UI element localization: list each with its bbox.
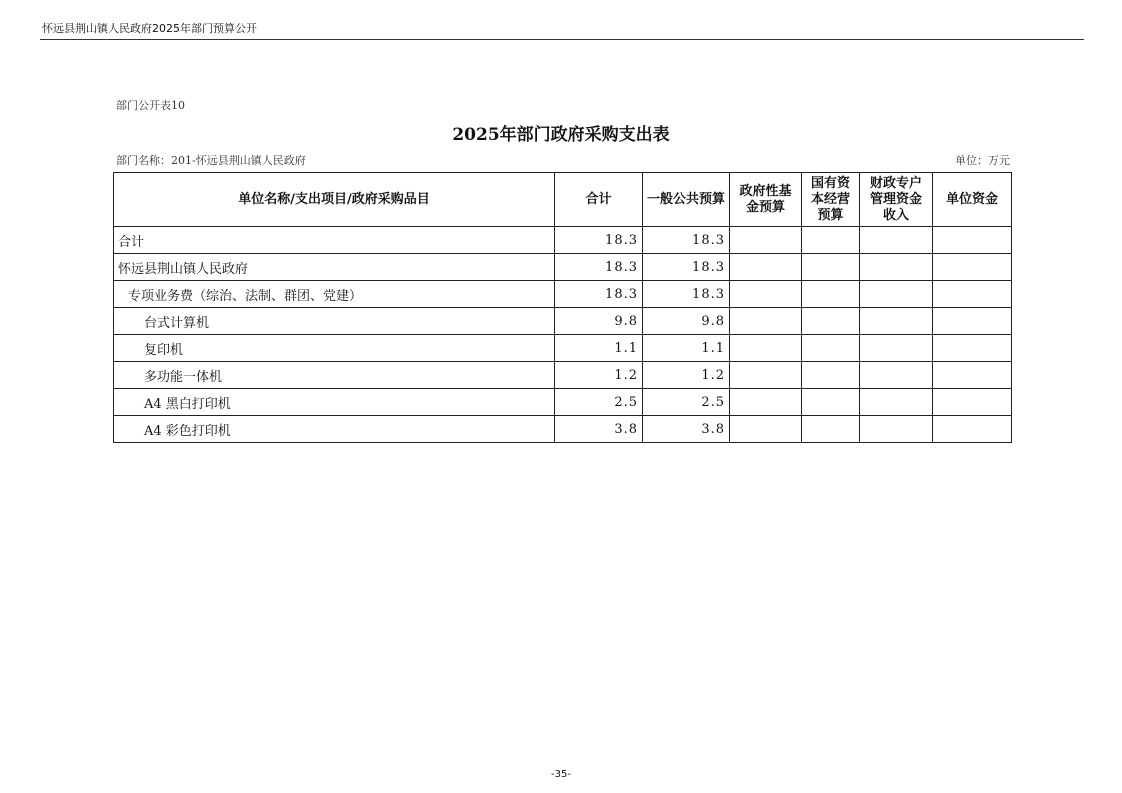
row-state-capital: [802, 281, 860, 308]
page-number: -35-: [551, 769, 571, 780]
row-fund-budget: [730, 362, 802, 389]
row-state-capital: [802, 335, 860, 362]
row-total: 18.3: [555, 227, 643, 254]
col-header-state-capital: 国有资本经营预算: [802, 173, 860, 227]
row-name: 专项业务费（综治、法制、群团、党建）: [114, 281, 555, 308]
row-total: 18.3: [555, 254, 643, 281]
table-row: [114, 362, 1012, 389]
procurement-table: [113, 172, 1012, 443]
row-fund-budget: [730, 227, 802, 254]
row-name: 怀远县荆山镇人民政府: [114, 254, 555, 281]
row-total: 3.8: [555, 416, 643, 443]
row-special-account: [860, 416, 933, 443]
row-state-capital: [802, 416, 860, 443]
col-header-special-account: 财政专户管理资金收入: [860, 173, 933, 227]
row-general-budget: 18.3: [643, 281, 730, 308]
row-state-capital: [802, 362, 860, 389]
row-special-account: [860, 254, 933, 281]
col-header-total: 合计: [555, 173, 643, 227]
row-general-budget: 2.5: [643, 389, 730, 416]
col-header-name: 单位名称/支出项目/政府采购品目: [114, 173, 555, 227]
row-total: 1.1: [555, 335, 643, 362]
table-row: [114, 335, 1012, 362]
col-header-general-budget: 一般公共预算: [643, 173, 730, 227]
row-special-account: [860, 389, 933, 416]
table-row: [114, 281, 1012, 308]
row-general-budget: 1.1: [643, 335, 730, 362]
header-rule: [40, 39, 1084, 40]
table-row: [114, 389, 1012, 416]
row-general-budget: 9.8: [643, 308, 730, 335]
table-row: [114, 254, 1012, 281]
page-header: 怀远县荆山镇人民政府2025年部门预算公开: [42, 22, 257, 35]
row-name: 复印机: [114, 335, 555, 362]
row-fund-budget: [730, 308, 802, 335]
row-fund-budget: [730, 254, 802, 281]
row-general-budget: 18.3: [643, 227, 730, 254]
row-state-capital: [802, 227, 860, 254]
row-name: A4 彩色打印机: [114, 416, 555, 443]
row-special-account: [860, 362, 933, 389]
row-unit-funds: [933, 308, 1012, 335]
row-unit-funds: [933, 227, 1012, 254]
row-special-account: [860, 335, 933, 362]
row-total: 1.2: [555, 362, 643, 389]
row-fund-budget: [730, 281, 802, 308]
row-unit-funds: [933, 416, 1012, 443]
col-header-fund-budget: 政府性基金预算: [730, 173, 802, 227]
row-name: 台式计算机: [114, 308, 555, 335]
row-fund-budget: [730, 389, 802, 416]
row-fund-budget: [730, 416, 802, 443]
row-general-budget: 1.2: [643, 362, 730, 389]
row-total: 9.8: [555, 308, 643, 335]
row-total: 2.5: [555, 389, 643, 416]
row-state-capital: [802, 389, 860, 416]
row-unit-funds: [933, 389, 1012, 416]
row-name: 多功能一体机: [114, 362, 555, 389]
row-general-budget: 18.3: [643, 254, 730, 281]
row-special-account: [860, 227, 933, 254]
row-unit-funds: [933, 335, 1012, 362]
row-special-account: [860, 281, 933, 308]
col-header-unit-funds: 单位资金: [933, 173, 1012, 227]
table-row: [114, 308, 1012, 335]
row-unit-funds: [933, 254, 1012, 281]
row-total: 18.3: [555, 281, 643, 308]
unit-label: 单位：万元: [955, 154, 1010, 167]
page-title: 2025年部门政府采购支出表: [452, 125, 670, 145]
row-unit-funds: [933, 281, 1012, 308]
department-name: 部门名称：201-怀远县荆山镇人民政府: [116, 154, 306, 167]
row-special-account: [860, 308, 933, 335]
row-name: A4 黑白打印机: [114, 389, 555, 416]
row-state-capital: [802, 254, 860, 281]
form-id: 部门公开表10: [116, 99, 185, 112]
row-fund-budget: [730, 335, 802, 362]
row-name: 合计: [114, 227, 555, 254]
table-header-row: [114, 173, 1012, 227]
row-general-budget: 3.8: [643, 416, 730, 443]
table-row: [114, 416, 1012, 443]
row-state-capital: [802, 308, 860, 335]
row-unit-funds: [933, 362, 1012, 389]
table-row: [114, 227, 1012, 254]
